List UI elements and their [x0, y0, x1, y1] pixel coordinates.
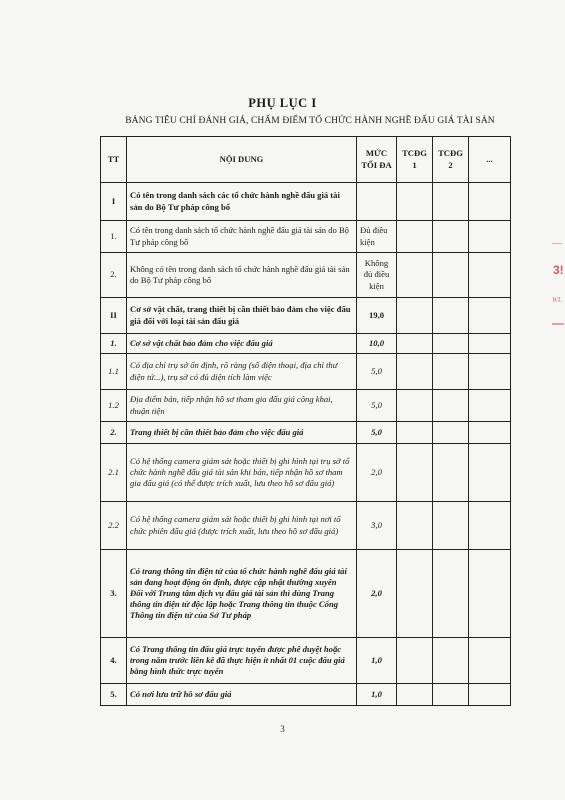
cell-tcdg1	[397, 253, 433, 298]
header-max: MỨC TỐI ĐA	[357, 137, 397, 183]
row-content	[127, 550, 357, 638]
row-content: Có nơi lưu trữ hồ sơ đấu giá	[127, 684, 357, 706]
header-more: ...	[469, 137, 511, 183]
row-max	[357, 183, 397, 221]
row-max: Đủ điều kiện	[357, 221, 397, 253]
table-row	[101, 253, 511, 298]
table-row	[101, 221, 511, 253]
table-row	[101, 502, 511, 550]
cell-tcdg1	[397, 334, 433, 354]
table-row	[101, 684, 511, 706]
row-max: 1,0	[357, 684, 397, 706]
cell-more	[469, 638, 511, 684]
header-tcdg1: TCĐG 1	[397, 137, 433, 183]
table-row	[101, 334, 511, 354]
cell-tcdg1	[397, 422, 433, 444]
table-row	[101, 638, 511, 684]
cell-more	[469, 298, 511, 334]
table-row	[101, 422, 511, 444]
cell-more	[469, 684, 511, 706]
row-number: 1.1	[101, 354, 127, 390]
row-content: Có địa chỉ trụ sở ổn định, rõ ràng (số điện thoại, địa chỉ thư điện tử...), trụ sở có đủ diện tích làm việc	[127, 354, 357, 390]
cell-tcdg2	[433, 684, 469, 706]
row-number: 1.	[101, 334, 127, 354]
table-row	[101, 354, 511, 390]
row-number: 1.	[101, 221, 127, 253]
table-row	[101, 550, 511, 638]
cell-more	[469, 183, 511, 221]
row-content: Trang thiết bị cần thiết bảo đảm cho việc đấu giá	[127, 422, 357, 444]
cell-tcdg2	[433, 334, 469, 354]
row-max: 2,0	[357, 444, 397, 502]
cell-tcdg2	[433, 550, 469, 638]
row-number: 2.2	[101, 502, 127, 550]
page-title: PHỤ LỤC I	[248, 96, 317, 110]
row-number: I	[101, 183, 127, 221]
header-content: NỘI DUNG	[127, 137, 357, 183]
table-header-row	[101, 137, 511, 183]
row-number: 2.	[101, 422, 127, 444]
row-number: 4.	[101, 638, 127, 684]
margin-stamp: 3!	[553, 263, 564, 277]
page-subtitle: BẢNG TIÊU CHÍ ĐÁNH GIÁ, CHẤM ĐIỂM TỔ CHỨC HÀNH NGHỀ ĐẤU GIÁ TÀI SẢN	[125, 116, 495, 126]
row-max: Không đủ điều kiện	[357, 253, 397, 298]
cell-tcdg1	[397, 354, 433, 390]
page-number: 3	[280, 724, 285, 734]
cell-tcdg1	[397, 444, 433, 502]
cell-more	[469, 221, 511, 253]
cell-tcdg2	[433, 183, 469, 221]
table-row	[101, 444, 511, 502]
margin-mark	[552, 323, 564, 325]
row-number: 2.1	[101, 444, 127, 502]
row-max: 5,0	[357, 422, 397, 444]
cell-tcdg1	[397, 550, 433, 638]
margin-mark	[552, 243, 562, 244]
cell-tcdg2	[433, 444, 469, 502]
row-number: 2.	[101, 253, 127, 298]
row-number: 3.	[101, 550, 127, 638]
table-row	[101, 183, 511, 221]
cell-tcdg2	[433, 253, 469, 298]
cell-tcdg1	[397, 638, 433, 684]
cell-tcdg1	[397, 183, 433, 221]
margin-stamp-small: WL	[552, 296, 562, 304]
cell-tcdg2	[433, 390, 469, 422]
row-content: Cơ sở vật chất, trang thiết bị cần thiết bảo đảm cho việc đấu giá đối với loại tài sản đấu giá	[127, 298, 357, 334]
row-max: 2,0	[357, 550, 397, 638]
cell-more	[469, 390, 511, 422]
cell-more	[469, 422, 511, 444]
row-number: 5.	[101, 684, 127, 706]
cell-more	[469, 354, 511, 390]
header-tcdg2: TCĐG 2	[433, 137, 469, 183]
row-content: Có hệ thống camera giám sát hoặc thiết bị ghi hình tại nơi tổ chức phiên đấu giá (được trích xuất, lưu theo hồ sơ đấu giá)	[127, 502, 357, 550]
cell-tcdg2	[433, 502, 469, 550]
cell-tcdg2	[433, 221, 469, 253]
cell-more	[469, 334, 511, 354]
row-content: Cơ sở vật chất bảo đảm cho việc đấu giá	[127, 334, 357, 354]
cell-tcdg2	[433, 422, 469, 444]
cell-tcdg2	[433, 354, 469, 390]
row-max: 5,0	[357, 390, 397, 422]
row-content: Có hệ thống camera giám sát hoặc thiết bị ghi hình tại trụ sở tổ chức hành nghề đấu giá tài sản khi bán, tiếp nhận hồ sơ tham gia đấu giá (có thể được trích xuất, lưu theo hồ sơ đấu giá)	[127, 444, 357, 502]
cell-tcdg1	[397, 221, 433, 253]
row-content-note: Đối với Trung tâm dịch vụ đấu giá tài sản thì dùng Trang thông tin điện tử độc lập hoặc Trang thông tin thuộc Cổng Thông tin điện tử của Sở Tư pháp	[130, 587, 339, 621]
row-content: Không có tên trong danh sách tổ chức hành nghề đấu giá tài sản do Bộ Tư pháp công bố	[127, 253, 357, 298]
cell-more	[469, 550, 511, 638]
row-content: Có tên trong danh sách tổ chức hành nghề đấu giá tài sản do Bộ Tư pháp công bố	[127, 221, 357, 253]
row-content: Có tên trong danh sách các tổ chức hành nghề đấu giá tài sản do Bộ Tư pháp công bố	[127, 183, 357, 221]
row-max: 3,0	[357, 502, 397, 550]
cell-more	[469, 502, 511, 550]
cell-more	[469, 253, 511, 298]
cell-tcdg1	[397, 684, 433, 706]
cell-tcdg1	[397, 502, 433, 550]
row-max: 19,0	[357, 298, 397, 334]
criteria-table	[100, 136, 511, 706]
header-tt: TT	[101, 137, 127, 183]
row-number: 1.2	[101, 390, 127, 422]
table-row	[101, 390, 511, 422]
cell-more	[469, 444, 511, 502]
row-number: II	[101, 298, 127, 334]
row-max: 5,0	[357, 354, 397, 390]
row-content-main: Có trang thông tin điện tử của tổ chức hành nghề đấu giá tài sản đang hoạt động ổn định, được cập nhật thường xuyên	[130, 565, 347, 587]
row-content: Địa điểm bán, tiếp nhận hồ sơ tham gia đấu giá công khai, thuận tiện	[127, 390, 357, 422]
cell-tcdg1	[397, 298, 433, 334]
cell-tcdg2	[433, 638, 469, 684]
table-row	[101, 298, 511, 334]
row-max: 10,0	[357, 334, 397, 354]
row-max: 1,0	[357, 638, 397, 684]
row-content: Có Trang thông tin đấu giá trực tuyến được phê duyệt hoặc trong năm trước liền kề đã thực hiện ít nhất 01 cuộc đấu giá bằng hình thức trực tuyến	[127, 638, 357, 684]
cell-tcdg2	[433, 298, 469, 334]
cell-tcdg1	[397, 390, 433, 422]
